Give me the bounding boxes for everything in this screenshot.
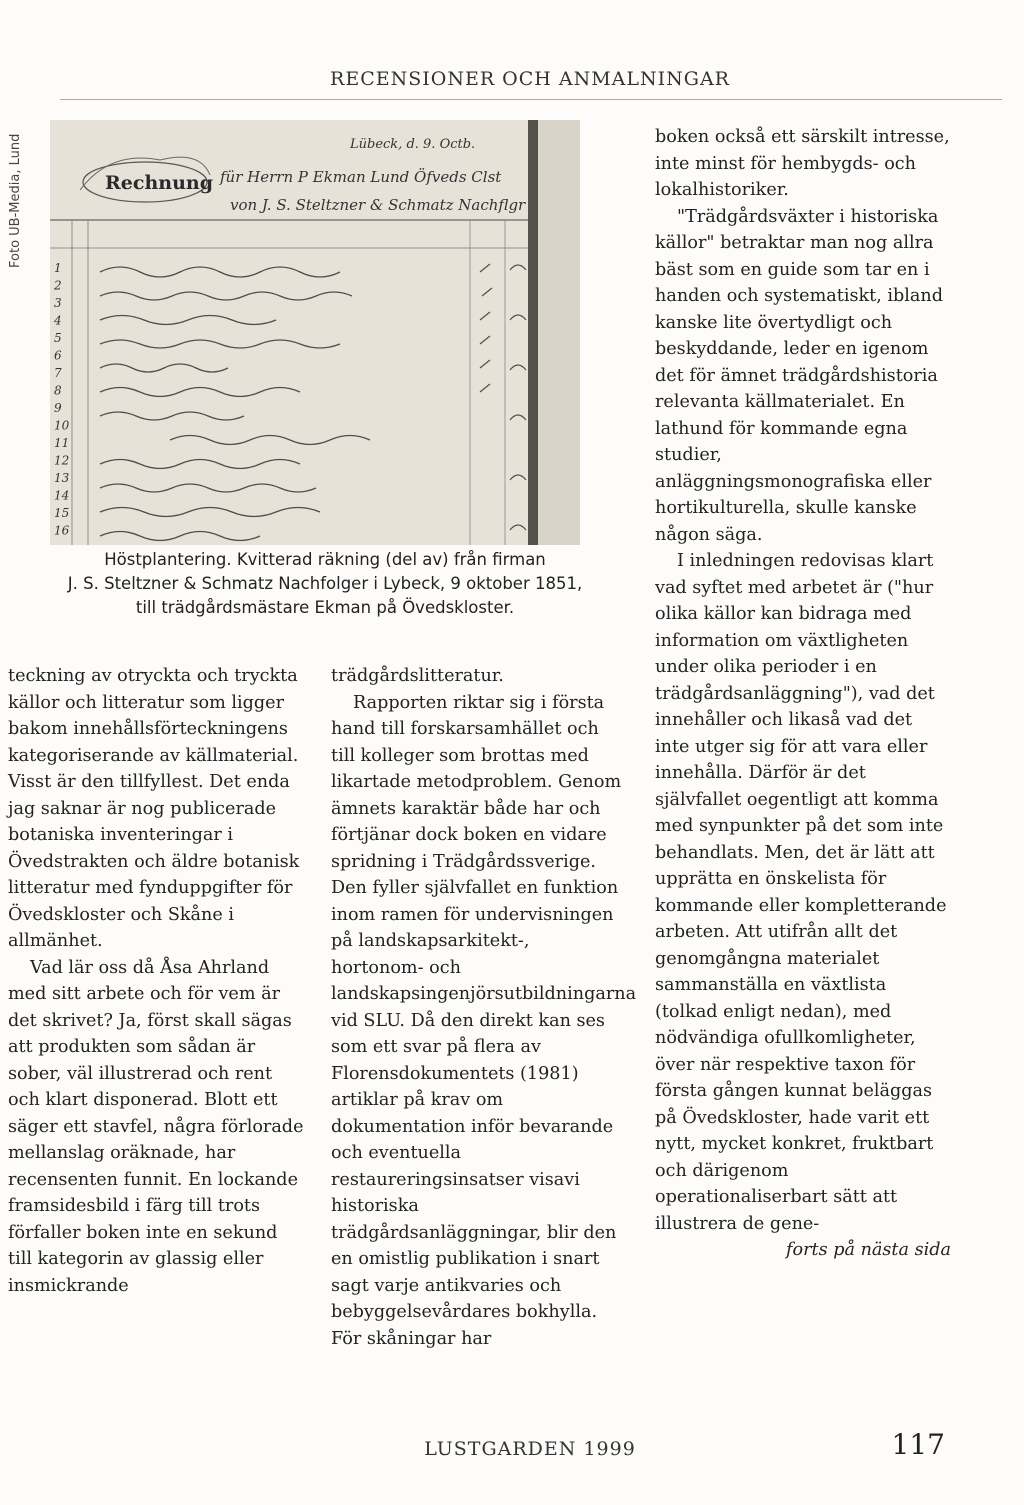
- invoice-drawing: [50, 120, 580, 545]
- photo-credit: Foto UB-Media, Lund: [8, 133, 23, 268]
- column2-paragraph-1: trädgårdslitteratur.: [331, 666, 504, 686]
- header-rule: [60, 99, 1002, 100]
- invoice-row-number: 10: [54, 418, 70, 433]
- invoice-row-number: 14: [54, 488, 70, 503]
- column1-paragraph-2: Vad lär oss då Åsa Ahrland med sitt arbete och för vem är det skrivet? Ja, först skall sägas att produkten som sådan är sober, väl illustrerad och rent och klart disponerad. Blott ett säger ett stavfel, några förlorade mellanslag oräknade, har recensenten funnit. En lockande framsidesbild i färg till trots förfaller boken inte en sekund till kategorin av glassig eller insmickrande: [8, 957, 304, 1296]
- page-number: 117: [891, 1428, 945, 1461]
- invoice-row-number: 11: [54, 436, 70, 450]
- invoice-row-number: 6: [54, 348, 62, 363]
- journal-name: LUSTGARDEN 1999: [424, 1438, 636, 1460]
- caption-line-2: J. S. Steltzner & Schmatz Nachfolger i Lybeck, 9 oktober 1851,: [67, 574, 583, 593]
- column3-paragraph-3: I inledningen redovisas klart vad syftet med arbetet är ("hur olika källor kan bidraga med information om växtligheten under olika perioder i en trädgårdsanläggning"), vad det innehåller och likaså vad det inte utger sig för att vara eller innehålla. Därför är det självfallet oegentligt att komma med synpunkter på det som inte behandlats. Men, det är lätt att upprätta en önskelista för kommande eller kompletterande arbeten. Att utifrån allt det genomgångna materialet sammanställa en växtlista (tolkad enligt nedan), med nödvändiga ofullkomligheter, över när respektive taxon för första gången kunnat beläggas på Övedskloster, hade varit ett nytt, mycket konkret, fruktbart och därigenom operationaliserbart sätt att illustrera de gene-: [655, 551, 947, 1234]
- invoice-photo: [50, 120, 580, 545]
- invoice-row-number: 12: [54, 453, 70, 468]
- invoice-row-number: 9: [54, 401, 62, 415]
- invoice-row-number: 5: [54, 331, 62, 345]
- invoice-row-number: 7: [54, 366, 62, 380]
- invoice-row-number: 8: [54, 383, 62, 398]
- caption-line-3: till trädgårdsmästare Ekman på Övedskloster.: [135, 598, 515, 617]
- invoice-row-number: 1: [54, 261, 62, 275]
- text-column-1: [8, 663, 304, 1299]
- running-head: RECENSIONER OCH ANMALNINGAR: [330, 68, 730, 90]
- invoice-row-number: 13: [54, 471, 70, 485]
- column3-paragraph-1: boken också ett särskilt intresse, inte minst för hembygds- och lokalhistoriker.: [655, 127, 950, 200]
- continued-note: forts på nästa sida: [786, 1240, 951, 1260]
- invoice-date-line: Lübeck, d. 9. Octb.: [350, 137, 476, 152]
- invoice-heading-word: Rechnung: [105, 172, 213, 194]
- invoice-row-number: 4: [54, 313, 62, 328]
- column1-paragraph-1: teckning av otryckta och tryckta källor och litteratur som ligger bakom innehållsförteckningens kategoriserande av källmaterial. Visst är den tillfyllest. Det enda jag saknar är nog publicerade botaniska inventeringar i Övedstrakten och äldre botanisk litteratur med fynduppgifter för Övedskloster och Skåne i allmänhet.: [8, 666, 300, 951]
- column2-paragraph-2: Rapporten riktar sig i första hand till forskarsamhället och till kolleger som brottas med likartade metodproblem. Genom ämnets karaktär både har och förtjänar dock boken en vidare spridning i Trädgårdssverige. Den fyller självfallet en funktion inom ramen för undervisningen på landskapsarkitekt-, hortonom- och landskapsingenjörsutbildningarna vid SLU. Då den direkt kan ses som ett svar på flera av Florensdokumentets (1981) artiklar på krav om dokumentation inför bevarande och eventuella restaureringsinsatser visavi historiska trädgårdsanläggningar, blir den en omistlig publikation i snart sagt varje antikvaries och bebyggelsevårdares bokhylla. För skåningar har: [331, 692, 637, 1349]
- invoice-row-number: 16: [54, 523, 70, 538]
- text-column-2: [331, 663, 637, 1352]
- invoice-recipient-line: für Herrn P Ekman Lund Öfveds Clst: [220, 168, 502, 186]
- text-column-3: [655, 124, 951, 1264]
- invoice-row-number: 2: [54, 278, 62, 293]
- invoice-row-number: 3: [54, 296, 62, 310]
- caption-line-1: Höstplantering. Kvitterad räkning (del av) från firman: [104, 550, 546, 569]
- column3-paragraph-2: "Trädgårdsväxter i historiska källor" betraktar man nog allra bäst som en guide som tar en i handen och systematiskt, ibland kanske lite övertydligt och beskyddande, leder en igenom det för ämnet trädgårdshistoria relevanta källmaterialet. En lathund för kommande egna studier, anläggningsmonografiska eller hortikulturella, skulle kanske någon säga.: [655, 206, 944, 545]
- figure-caption: [60, 548, 590, 620]
- invoice-firm-line: von J. S. Steltzner & Schmatz Nachflgr: [230, 196, 526, 214]
- invoice-row-number: 15: [54, 506, 70, 520]
